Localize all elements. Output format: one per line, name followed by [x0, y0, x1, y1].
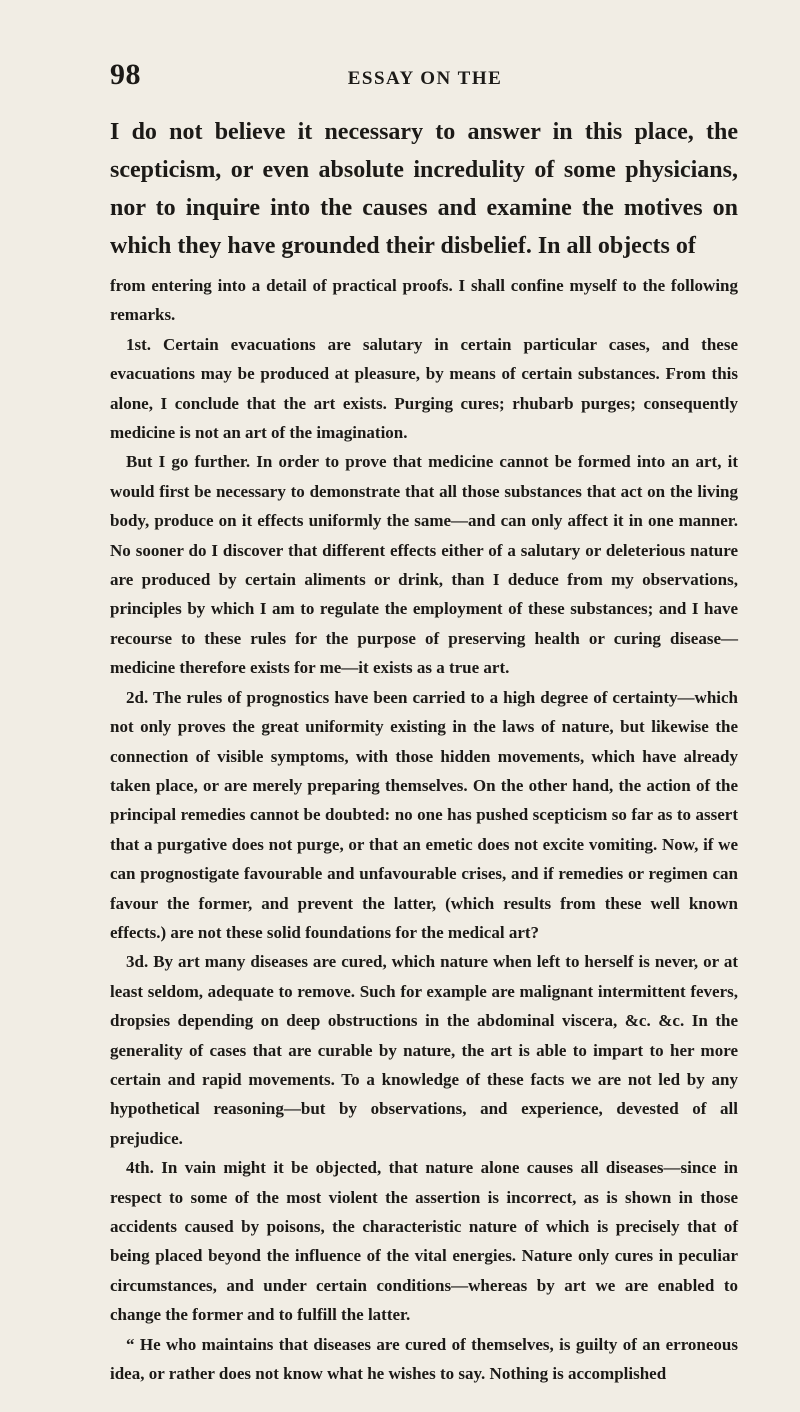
paragraph: 2d. The rules of prognostics have been carried to a high degree of certainty—which not only proves the great uniformity existing in the laws of nature, but likewise the connection of visible symptoms, with those hidden movements, which have already taken place, or are merely preparing themselves. On the other hand, the action of the principal remedies cannot be doubted: no one has pushed scepticism so far as to assert that a purgative does not purge, or that an emetic does not excite vomiting. Now, if we can prognostigate favourable and unfavourable crises, and if remedies or regimen can favour the former, and prevent the latter, (which results from these well known effects.) are not these solid foundations for the medical art? [110, 687, 738, 942]
body-text [110, 113, 738, 1388]
paragraph: 3d. By art many diseases are cured, which nature when left to herself is never, or at least seldom, adequate to remove. Such for example are malignant intermittent fevers, dropsies depending on deep obstructions in the abdominal viscera, &c. &c. In the generality of cases that are curable by nature, the art is able to impart to her more certain and rapid movements. To a knowledge of these facts we are not led by any hypothetical reasoning—but by observations, and experience, devested of all prejudice. [110, 952, 738, 1148]
page-header [110, 58, 740, 98]
paragraph: 4th. In vain might it be objected, that nature alone causes all diseases—since in respect to some of the most violent the assertion is incorrect, as is shown in those accidents caused by poisons, the characteristic nature of which is precisely that of being placed beyond the influence of the vital energies. Nature only cures in peculiar circumstances, and under certain conditions—whereas by art we are enabled to change the former and to fulfill the latter. [110, 1158, 738, 1325]
lead-paragraph: I do not believe it necessary to answer in this place, the scepticism, or even absolute incredulity of some physicians, nor to inquire into the causes and examine the motives on which they have grounded their disbelief. In all objects of [110, 119, 738, 259]
quoted-paragraph: “ He who maintains that diseases are cured of themselves, is guilty of an erroneous idea, or rather does not know what he wishes to say. Nothing is accomplished [110, 1334, 738, 1384]
running-head: ESSAY ON THE [347, 68, 503, 89]
paragraph: But I go further. In order to prove that medicine cannot be formed into an art, it would first be necessary to demonstrate that all those substances that act on the living body, produce on it effects uniformly the same—and can only affect it in one manner. No sooner do I discover that different effects either of a salutary or deleterious nature are produced by certain aliments or drink, than I deduce from my observations, principles by which I am to regulate the employment of these substances; and I have recourse to these rules for the purpose of preserving health or curing disease—medicine therefore exists for me—it exists as a true art. [110, 452, 738, 678]
paragraph: from entering into a detail of practical proofs. I shall confine myself to the following remarks. [110, 276, 738, 325]
page-number: 98 [110, 58, 141, 91]
paragraph: 1st. Certain evacuations are salutary in certain particular cases, and these evacuations may be produced at pleasure, by means of certain substances. From this alone, I conclude that the art exists. Purging cures; rhubarb purges; consequently medicine is not an art of the imagination. [110, 334, 738, 443]
